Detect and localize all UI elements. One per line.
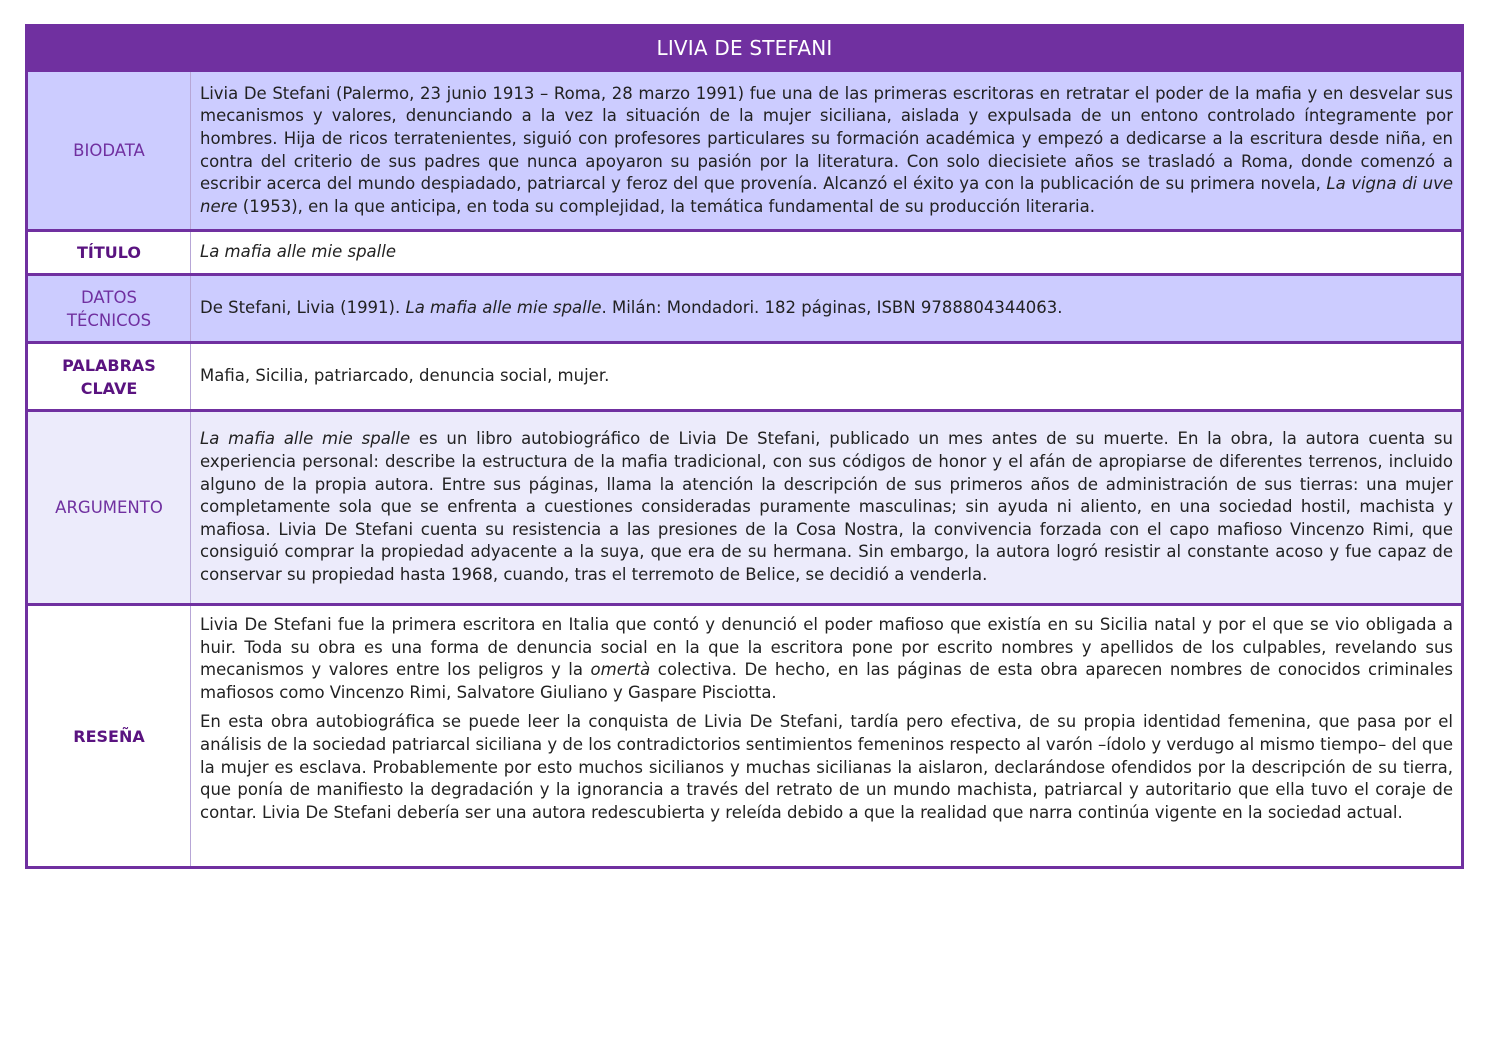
label-datos-tecnicos-text [67,286,151,332]
resena-paragraph-1 [200,614,1453,704]
resena-paragraph-2: En esta obra autobiográfica se puede leer la conquista de Livia De Stefani, tardía pero efectiva, de su propia identidad femenina, que pasa por el análisis de la sociedad patriarcal siciliana y de los contradictorios sentimientos femeninos respecto al varón –ídolo y verdugo al mismo tiempo– del que la mujer es esclava. Probablemente por esto muchos sicilianos y muchas sicilianas la aislaron, declarándose ofendidos por la descripción de su tierra, que ponía de manifiesto la degradación y la ignorancia a través del retrato de un mundo machista, patriarcal y autoritario que ella tuvo el coraje de contar. Livia De Stefani debería ser una autora redescubierta y releída debido a que la realidad que narra continúa vigente en la sociedad actual. [200,712,1454,822]
content-palabras-clave [191,344,1461,409]
label-palabras-clave-text [62,354,156,400]
row-biodata [28,69,1461,229]
label-datos-tecnicos [28,276,191,341]
content-resena [191,606,1461,866]
label-titulo-text: TÍTULO [77,243,141,262]
label-biodata [28,72,191,229]
label-palabras-clave [28,344,191,409]
page-title [28,27,1461,69]
content-argumento [191,412,1461,603]
datos-text-part2: . Milán: Mondadori. 182 páginas, ISBN 9788804344063. [601,298,1063,318]
datos-book-title: La mafia alle mie spalle [405,298,602,318]
row-datos-tecnicos [28,273,1461,341]
row-resena [28,603,1461,866]
content-titulo [191,232,1461,273]
biodata-novel-title: La vigna di uve nere [200,174,1453,216]
label-datos-line1: DATOS [81,287,137,307]
argumento-paragraph [200,428,1453,586]
label-datos-line2: TÉCNICOS [66,310,152,330]
resena-p1-part2: colectiva. De hecho, en las páginas de esta obra aparecen nombres de conocidos criminales mafiosos como Vincenzo Rimi, Salvatore Giuliano y Gaspare Pisciotta. [200,660,1454,702]
datos-paragraph [200,297,1453,320]
row-palabras-clave [28,341,1461,409]
label-resena-text: RESEÑA [73,726,145,746]
titulo-paragraph [200,241,1453,264]
label-biodata-text: BIODATA [73,141,145,160]
biodata-text-part2: (1953), en la que anticipa, en toda su complejidad, la temática fundamental de su producción literaria. [237,196,1095,216]
row-titulo [28,229,1461,273]
content-datos-tecnicos [191,276,1461,341]
label-titulo [28,232,191,273]
label-resena [28,606,191,866]
row-argumento [28,409,1461,603]
label-argumento-text: ARGUMENTO [55,498,163,517]
resena-omerta: omertà [590,660,651,680]
biodata-paragraph [200,83,1453,219]
keywords: Mafia, Sicilia, patriarcado, denuncia social, mujer. [200,366,610,386]
argumento-text: es un libro autobiográfico de Livia De Stefani, publicado un mes antes de su muerte. En la obra, la autora cuenta su experiencia personal: describe la estructura de la mafia tradicional, con sus códigos de honor y el afán de apropiarse de diferentes terrenos, incluido alguno de la propia autora. Entre sus páginas, llama la atención la descripción de sus primeros años de administración de sus tierras: una mujer completamente sola que se enfrenta a cuestiones consideradas puramente masculinas; sin ayuda ni aliento, en una sociedad hostil, machista y mafiosa. Livia De Stefani cuenta su resistencia a las presiones de la Cosa Nostra, la convivencia forzada con el capo mafioso Vincenzo Rimi, que consiguió comprar la propiedad adyacente a la suya, que era de su hermana. Sin embargo, la autora logró resistir al constante acoso y fue capaz de conservar su propiedad hasta 1968, cuando, tras el terremoto de Belice, se decidió a venderla. [200,429,1453,584]
page-title-text: LIVIA DE STEFANI [656,36,833,60]
label-palabras-line2: CLAVE [80,378,138,398]
content-biodata [191,72,1461,229]
biodata-text-part1: Livia De Stefani (Palermo, 23 junio 1913 – Roma, 28 marzo 1991) fue una de las primeras escritoras en retratar el poder de la mafia y en desvelar sus mecanismos y valores, denunciando a la vez la situación de la mujer siciliana, aislada y expulsada de un entono controlado íntegramente por hombres. Hija de ricos terratenientes, siguió con profesores particulares su formación académica y empezó a dedicarse a la escritura desde niña, en contra del criterio de sus padres que nunca apoyaron su pasión por la literatura. Con solo diecisiete años se trasladó a Roma, donde comenzó a escribir acerca del mundo despiadado, patriarcal y feroz del que provenía. Alcanzó el éxito ya con la publicación de su primera novela, [200,83,1453,194]
label-palabras-line1: PALABRAS [62,355,156,375]
argumento-book-title: La mafia alle mie spalle [200,429,411,449]
datos-text-part1: De Stefani, Livia (1991). [200,298,406,318]
book-title: La mafia alle mie spalle [200,242,396,262]
resena-p1-part1: Livia De Stefani fue la primera escritora en Italia que contó y denunció el poder mafioso que existía en su Sicilia natal y por el que se vio obligada a huir. Toda su obra es una forma de denuncia social en la que la escritora pone por escrito nombres y apellidos de los culpables, revelando sus mecanismos y valores entre los peligros y la [200,615,1453,680]
author-record-table [25,24,1464,869]
label-argumento [28,412,191,603]
